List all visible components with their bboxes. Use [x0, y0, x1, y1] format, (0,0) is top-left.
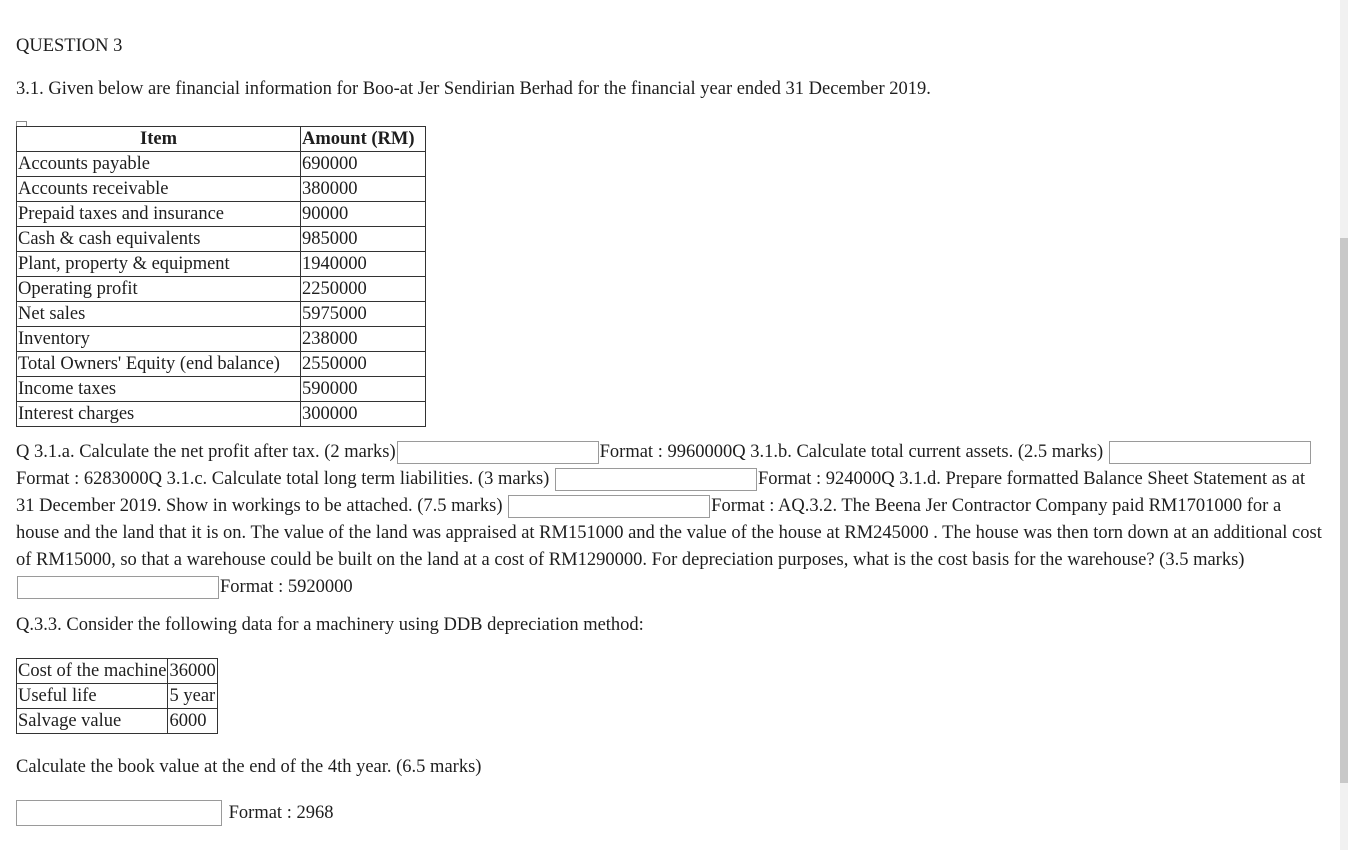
table-header-row	[17, 127, 426, 152]
item-cell: Cash & cash equivalents	[17, 227, 301, 252]
q-3-1-d-format: Format : A	[711, 496, 792, 516]
ddb-value-cell: 6000	[168, 709, 217, 734]
table-row	[17, 277, 426, 302]
ddb-value-cell: 36000	[168, 659, 217, 684]
amount-cell: 380000	[301, 177, 426, 202]
amount-cell: 300000	[301, 402, 426, 427]
item-cell: Plant, property & equipment	[17, 252, 301, 277]
financial-info-table	[16, 126, 426, 427]
amount-cell: 690000	[301, 152, 426, 177]
table-row	[17, 659, 218, 684]
q-3-1-a-text: Q 3.1.a. Calculate the net profit after tax. (2 marks)	[16, 442, 396, 462]
amount-cell: 590000	[301, 377, 426, 402]
item-cell: Income taxes	[17, 377, 301, 402]
answer-input-q-3-1-b[interactable]	[1109, 441, 1311, 464]
amount-cell: 5975000	[301, 302, 426, 327]
item-cell: Operating profit	[17, 277, 301, 302]
item-cell: Inventory	[17, 327, 301, 352]
item-cell: Prepaid taxes and insurance	[17, 202, 301, 227]
table-row	[17, 327, 426, 352]
question-title: QUESTION 3	[16, 36, 123, 56]
table-row	[17, 709, 218, 734]
q-3-1-a-format: Format : 9960000	[599, 442, 733, 462]
table-row	[17, 377, 426, 402]
item-cell: Accounts payable	[17, 152, 301, 177]
intro-text: 3.1. Given below are financial information for Boo-at Jer Sendirian Berhad for the financial year ended 31 December 2019.	[16, 79, 931, 99]
header-amount: Amount (RM)	[301, 127, 426, 152]
table-row	[17, 252, 426, 277]
q-3-1-c-format: Format : 924000	[757, 469, 882, 489]
ddb-label-cell: Cost of the machine	[17, 659, 168, 684]
item-cell: Total Owners' Equity (end balance)	[17, 352, 301, 377]
q-3-1-d-text: Q 3.1.d. Prepare formatted Balance Sheet Statement as at 31 December 2019. Show in workings to be attached. (7.5 marks)	[16, 469, 1306, 516]
table-row	[17, 402, 426, 427]
amount-cell: 985000	[301, 227, 426, 252]
header-item: Item	[17, 127, 301, 152]
q-3-1-b-text: Q 3.1.b. Calculate total current assets. (2.5 marks)	[732, 442, 1104, 462]
ddb-label-cell: Useful life	[17, 684, 168, 709]
questions-paragraph	[16, 439, 1326, 601]
amount-cell: 1940000	[301, 252, 426, 277]
table-row	[17, 227, 426, 252]
q-3-1-c-text: Q 3.1.c. Calculate total long term liabilities. (3 marks)	[148, 469, 550, 489]
ddb-data-table	[16, 658, 218, 734]
table-row	[17, 684, 218, 709]
q-3-2-text: Q.3.2. The Beena Jer Contractor Company paid RM1701000 for a house and the land that it is on. The value of the land was appraised at RM151000 and the value of the house at RM245000 . The house was then torn down at an additional cost of RM15000, so that a warehouse could be built on the land at a cost of RM1290000. For depreciation purposes, what is the cost basis for the warehouse? (3.5 marks)	[16, 496, 1322, 570]
q-3-3-answer-row	[16, 800, 333, 826]
amount-cell: 2250000	[301, 277, 426, 302]
table-row	[17, 352, 426, 377]
answer-input-q-3-1-d[interactable]	[508, 495, 710, 518]
table-row	[17, 177, 426, 202]
ddb-value-cell: 5 year	[168, 684, 217, 709]
q-3-2-format: Format : 5920000	[220, 577, 353, 597]
vertical-scrollbar[interactable]	[1340, 0, 1348, 850]
table-row	[17, 302, 426, 327]
item-cell: Interest charges	[17, 402, 301, 427]
answer-input-q-3-3[interactable]	[16, 800, 222, 826]
q-3-1-b-format: Format : 6283000	[16, 469, 149, 489]
amount-cell: 238000	[301, 327, 426, 352]
ddb-label-cell: Salvage value	[17, 709, 168, 734]
amount-cell: 2550000	[301, 352, 426, 377]
q-3-3-calc-text: Calculate the book value at the end of the 4th year. (6.5 marks)	[16, 757, 482, 777]
scrollbar-thumb[interactable]	[1340, 238, 1348, 783]
answer-input-q-3-1-c[interactable]	[555, 468, 757, 491]
answer-input-q-3-2[interactable]	[17, 576, 219, 599]
q-3-3-text: Q.3.3. Consider the following data for a machinery using DDB depreciation method:	[16, 615, 644, 635]
table-row	[17, 152, 426, 177]
amount-cell: 90000	[301, 202, 426, 227]
item-cell: Accounts receivable	[17, 177, 301, 202]
table-row	[17, 202, 426, 227]
answer-input-q-3-1-a[interactable]	[397, 441, 599, 464]
q-3-3-format: Format : 2968	[228, 802, 334, 823]
item-cell: Net sales	[17, 302, 301, 327]
